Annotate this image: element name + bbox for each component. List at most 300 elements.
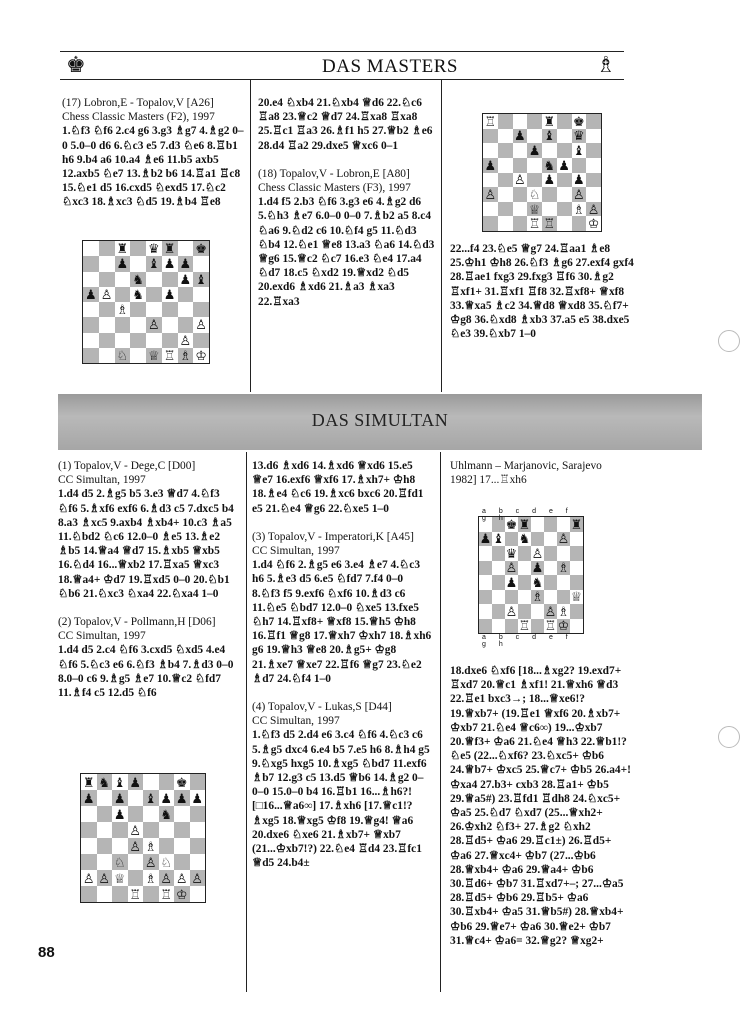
board-square: [527, 158, 542, 173]
board-square: [527, 129, 542, 144]
board-square: ♛: [505, 545, 518, 561]
board-square: ♖: [543, 216, 556, 232]
board-square: [483, 216, 498, 231]
board-square: [544, 575, 557, 590]
section-banner: [58, 394, 702, 450]
board-square: [492, 619, 505, 634]
board-square: ♗: [573, 201, 585, 217]
board-square: [99, 348, 115, 363]
board-square: ♜: [518, 516, 531, 532]
board-square: [513, 187, 528, 202]
board-square: ♙: [99, 287, 115, 302]
board-square: [518, 561, 531, 576]
board-square: [572, 158, 587, 173]
board-square: ♟: [129, 774, 142, 790]
board-square: ♔: [587, 216, 600, 232]
board-square: ♙: [484, 186, 497, 202]
board-square: ♕: [570, 589, 583, 605]
board-square: ♟: [113, 790, 126, 806]
board-square: ♗: [115, 302, 131, 317]
game-event: Chess Classic Masters (F3), 1997: [258, 182, 411, 195]
board-square: [162, 302, 178, 317]
game-moves: 18.dxe6 ♘xf6 [18...♗xg2? 19.exd7+ ♖xd7 20.♕c1 ♗xf1! 21.♕xh6 ♕d3 22.♖e1 bxc3→; 18...♕xe6!? 19.♕xb7+ (19.♖e1 ♕xf6 20.♗xb7+ ♔xb7 21.♘e4 ♕c6∞) 19...♔xb7 20.♕f3+ ♔a6 21.♘e4 ♕h3 22.♕b1!? ♘e5 (22...♘xf6? 23.♘xc5+ ♔b6 24.♕b7+ ♔xc5 25.♕c7+ ♔b5 26.a4+! ♔xa4 27.b3+ cxb3 28.♖a1+ ♔b5 29.♕a5#) 23.♖fd1 ♖dh8 24.♘xc5+ ♔a5 25.♘d7 ♘xd7 (25...♕xh2+ 26.♔xh2 ♘f3+ 27.♗g2 ♘xh2 28.♖d5+ ♔a6 29.♖c1±) 26.♖d5+ ♔a6 27.♕xc4+ ♔b7 (27...♔b6 28.♕xb4+ ♔a6 29.♕a4+ ♔b6 30.♖d6+ ♔b7 31.♖xd7+–; 27...♔a5 28.♖d5+ ♔b6 29.♖b5+ ♔a6 30.♖xb4+ ♔a5 31.♕b5#) 28.♕xb4+ ♔b6 29.♕e7+ ♔a6 30.♕e2+ ♔b7 31.♕c4+ ♔a6= 32.♕g2? ♕xg2+: [450, 665, 631, 947]
board-square: ♟: [178, 256, 194, 271]
board-square: ♗: [557, 603, 570, 619]
board-square: ♟: [82, 790, 95, 806]
board-square: [81, 886, 97, 902]
board-square: ♞: [531, 574, 544, 590]
board-square: [498, 202, 513, 217]
column-divider: [246, 452, 247, 992]
game-entry: [450, 242, 634, 341]
board-square: ♙: [98, 870, 111, 886]
column-3-bottom: [450, 664, 634, 962]
board-square: ♟: [479, 531, 492, 547]
board-square: ♙: [146, 317, 162, 332]
board-square: [544, 532, 557, 547]
board-square: [178, 317, 194, 332]
board-square: ♜: [115, 241, 131, 256]
board-square: [97, 806, 113, 822]
board-square: ♙: [160, 870, 173, 886]
board-square: [115, 333, 131, 348]
game-heading: (4) Topalov,V - Lukas,S [D44]: [252, 701, 392, 714]
board-square: ♜: [543, 113, 556, 129]
column-divider: [250, 80, 251, 392]
board-square: ♞: [130, 272, 146, 287]
board-square: ♗: [144, 870, 157, 886]
board-square: ♔: [557, 618, 570, 634]
board-square: [159, 774, 175, 790]
game-moves: 20.e4 ♘xb4 21.♘xb4 ♕d6 22.♘c6 ♖a8 23.♕c2 ♕d7 24.♖xa8 ♖xa8 25.♖c1 ♖a3 26.♗f1 h5 27.♕b2 ♗e6 28.d4 ♖a2 29.dxe5 ♕xc6 0–1: [258, 97, 433, 152]
board-square: [193, 256, 209, 271]
board-square: ♟: [573, 172, 585, 188]
board-square: [178, 302, 194, 317]
board-square: [557, 173, 572, 188]
board-square: [479, 590, 492, 605]
board-square: [570, 575, 583, 590]
board-square: [99, 256, 115, 271]
board-square: [159, 822, 175, 838]
scan-hole-mark: [718, 726, 740, 748]
board-square: [557, 575, 570, 590]
game-heading: (1) Topalov,V - Dege,C [D00]: [58, 460, 196, 472]
board-square: [81, 838, 97, 854]
board-square: ♙: [587, 201, 600, 217]
game-heading: (2) Topalov,V - Pollmann,H [D06]: [58, 616, 216, 629]
board-square: ♝: [144, 790, 157, 806]
game-moves: 1.d4 ♘f6 2.♗g5 e6 3.e4 ♗e7 4.♘c3 h6 5.♗e3 d5 6.e5 ♘fd7 7.f4 0–0 8.♘f3 f5 9.exf6 ♘xf6 10.♗d3 c6 11.♘e5 ♘bd7 12.0–0 ♘xe5 13.fxe5 ♘h7 14.♖xf8+ ♕xf8 15.♕h5 ♔h8 16.♖f1 ♕g8 17.♕xh7 ♔xh7 18.♗xh6 g6 19.♕h3 ♕e8 20.♗g5+ ♔g8 21.♗xe7 ♕xe7 22.♖f6 ♕g7 23.♘e2 ♗d7 24.♘f4 1–0: [252, 559, 432, 685]
board-square: ♙: [129, 822, 142, 838]
board-square: [513, 114, 528, 129]
board-square: [178, 241, 194, 256]
board-square: [557, 143, 572, 158]
game-moves: 1.♘f3 d5 2.d4 e6 3.c4 ♘f6 4.♘c3 c6 5.♗g5 dxc4 6.e4 b5 7.e5 h6 8.♗h4 g5 9.♘xg5 hxg5 10.♗xg5 ♘bd7 11.exf6 ♗b7 12.g3 c5 13.d5 ♕b6 14.♗g2 0–0–0 15.0–0 b4 16.♖b1 16...♗h6?! [□16...♕a6∞] 17.♗xh6 [17.♕c1!? ♗xg5 18.♕xg5 ♔f8 19.♕g4! ♕a6 20.dxe6 ♘xe6 21.♗xb7+ ♕xb7 (21...♔xb7!?) 22.♘e4 ♖d4 23.♖fc1 ♕d5 24.b4±: [252, 729, 430, 870]
board-square: ♙: [573, 186, 585, 202]
column-2-top: [258, 96, 438, 323]
board-square: [83, 333, 99, 348]
board-square: [174, 806, 190, 822]
board-square: [130, 317, 146, 332]
board-square: ♟: [531, 560, 544, 576]
board-square: ♙: [505, 603, 518, 619]
board-square: [112, 886, 128, 902]
board-square: ♝: [573, 143, 585, 159]
board-square: [143, 806, 159, 822]
header-top-rule: [60, 51, 624, 52]
board-square: ♚: [175, 774, 188, 790]
board-square: [99, 302, 115, 317]
board-square: ♖: [162, 348, 178, 363]
board-square: [498, 216, 513, 231]
board-square: [483, 143, 498, 158]
game-moves: 1.d4 d5 2.c4 ♘f6 3.cxd5 ♘xd5 4.e4 ♘f6 5.♘c3 e6 6.♘f3 ♗b4 7.♗d3 0–0 8.0–0 c6 9.♗g5 ♗e7 10.♕c2 ♘fd7 11.♗f4 c5 12.d5 ♘f6: [58, 644, 234, 700]
board-square: [570, 619, 583, 634]
board-square: ♙: [531, 545, 544, 561]
game-heading: (18) Topalov,V - Lobron,E [A80]: [258, 167, 410, 180]
board-square: [97, 790, 113, 806]
board-square: [130, 241, 146, 256]
board-square: [97, 854, 113, 870]
board-square: ♞: [518, 531, 531, 547]
game-entry: [62, 96, 244, 210]
board-square: [544, 561, 557, 576]
board-square: [586, 173, 601, 188]
king-icon: ♚: [66, 52, 86, 77]
board-square: ♟: [162, 287, 178, 302]
board-square: ♘: [528, 186, 541, 202]
board-square: [174, 822, 190, 838]
board-square: ♟: [162, 256, 178, 271]
board-square: ♙: [191, 870, 204, 886]
header-bottom-rule: [60, 79, 624, 80]
board-square: ♕: [528, 201, 541, 217]
board-square: [498, 143, 513, 158]
board-square: ♖: [528, 216, 541, 232]
board-square: ♟: [175, 790, 188, 806]
board-square: ♖: [484, 113, 497, 129]
board-square: [498, 187, 513, 202]
board-square: [513, 202, 528, 217]
board-square: [498, 129, 513, 144]
board-square: [557, 202, 572, 217]
column-divider: [441, 80, 442, 392]
page-number: 88: [38, 944, 55, 961]
board-square: [586, 187, 601, 202]
board-square: [81, 806, 97, 822]
board-square: [479, 575, 492, 590]
board-square: [146, 287, 162, 302]
chess-diagram: [80, 773, 206, 903]
board-square: ♕: [113, 870, 126, 886]
board-square: ♚: [505, 516, 518, 532]
board-square: [586, 129, 601, 144]
board-square: ♞: [160, 806, 173, 822]
board-square: [479, 546, 492, 561]
board-square: ♝: [193, 272, 209, 287]
game-entry: [252, 700, 434, 870]
board-square: [498, 173, 513, 188]
board-square: [483, 173, 498, 188]
board-square: ♟: [160, 790, 173, 806]
board-square: [557, 129, 572, 144]
game-entry: [258, 167, 438, 309]
board-square: [479, 561, 492, 576]
board-square: [99, 317, 115, 332]
board-square: ♟: [178, 272, 194, 287]
board-square: [193, 287, 209, 302]
board-square: [112, 822, 128, 838]
game-moves: 1.d4 d5 2.♗g5 b5 3.e3 ♕d7 4.♘f3 ♘f6 5.♗xf6 exf6 6.♗d3 c5 7.dxc5 b4 8.a3 ♗xc5 9.axb4 ♗xb4+ 10.c3 ♗a5 11.♘bd2 ♘c6 12.0–0 ♗e5 13.♗e2 ♗b5 14.♕a4 ♕d7 15.♗xb5 ♕xb5 16.♘d4 16...♕xb2 17.♖xa5 ♕xc3 18.♕a4+ ♔d7 19.♖xd5 0–0 20.♘b1 ♘b6 21.♘xc3 ♘xa4 22.♘xa4 1–0: [58, 488, 234, 600]
board-square: [527, 173, 542, 188]
board-square: ♗: [531, 589, 544, 605]
board-square: [586, 143, 601, 158]
file-labels-top: a b c d e f g h: [482, 508, 574, 522]
board-square: [542, 187, 557, 202]
board-square: [193, 302, 209, 317]
board-square: [174, 854, 190, 870]
board-square: [518, 546, 531, 561]
game-moves: 13.d6 ♗xd6 14.♗xd6 ♕xd6 15.e5 ♕e7 16.exf6 ♕xf6 17.♗xh7+ ♔h8 18.♗e4 ♘c6 19.♗xc6 bxc6 20.♖fd1 e5 21.♘e4 ♕g6 22.♘xe5 1–0: [252, 460, 424, 515]
board-square: [513, 216, 528, 231]
board-square: [570, 561, 583, 576]
board-square: [115, 317, 131, 332]
board-square: ♟: [484, 157, 497, 173]
board-square: ♝: [492, 531, 505, 547]
board-square: [83, 302, 99, 317]
column-divider: [440, 452, 441, 992]
board-square: [130, 256, 146, 271]
board-square: [128, 790, 144, 806]
board-square: [492, 575, 505, 590]
board-square: ♙: [129, 838, 142, 854]
chess-diagram: [482, 113, 602, 232]
column-3-top: [450, 242, 634, 355]
board-square: ♙: [505, 560, 518, 576]
board-square: ♗: [557, 560, 570, 576]
game-heading: (17) Lobron,E - Topalov,V [A26]: [62, 97, 214, 109]
board-square: ♟: [505, 574, 518, 590]
board-square: [483, 129, 498, 144]
game-event: CC Simultan, 1997: [58, 630, 146, 643]
game-entry: [58, 459, 240, 601]
board-square: ♘: [160, 854, 173, 870]
board-square: [572, 216, 587, 231]
board-square: ♜: [570, 516, 583, 532]
board-square: [492, 590, 505, 605]
board-square: [498, 158, 513, 173]
column-1-top: [62, 96, 244, 224]
board-square: [97, 822, 113, 838]
board-square: [99, 333, 115, 348]
game-moves: 22...f4 23.♘e5 ♕g7 24.♖aa1 ♗e8 25.♔h1 ♔h8 26.♘f3 ♗g6 27.exf4 gxf4 28.♖ae1 fxg3 29.fxg3 ♖f6 30.♗g2 ♖xf1+ 31.♖xf1 ♖f8 32.♖xf8+ ♕xf8 33.♕xa5 ♗c2 34.♕d8 ♕xd8 35.♘f7+ ♔g8 36.♘xd8 ♗xb3 37.a5 e5 38.dxe5 ♘e3 39.♘xb7 1–0: [450, 243, 634, 341]
board-square: [97, 886, 113, 902]
board-square: [143, 822, 159, 838]
board-square: [505, 619, 518, 634]
board-square: [544, 546, 557, 561]
game-event: Chess Classic Masters (F2), 1997: [62, 111, 215, 124]
board-square: [130, 348, 146, 363]
board-square: [542, 202, 557, 217]
column-2-bottom: [252, 459, 434, 884]
board-square: [518, 575, 531, 590]
game-heading: (3) Topalov,V - Imperatori,K [A45]: [252, 530, 414, 543]
board-square: [83, 317, 99, 332]
board-square: [498, 114, 513, 129]
board-square: ♟: [558, 157, 570, 173]
board-square: ♙: [82, 870, 95, 886]
board-square: ♔: [175, 886, 188, 902]
board-square: [527, 114, 542, 129]
board-square: [112, 838, 128, 854]
board-square: ♝: [146, 256, 162, 271]
board-square: [492, 561, 505, 576]
board-square: ♘: [113, 854, 126, 870]
board-square: [492, 546, 505, 561]
board-square: ♟: [514, 128, 526, 144]
board-square: ♕: [146, 348, 162, 363]
board-square: [162, 272, 178, 287]
board-square: [178, 287, 194, 302]
board-square: [570, 546, 583, 561]
board-square: ♛: [573, 128, 585, 144]
board-square: [174, 838, 190, 854]
board-square: [146, 302, 162, 317]
board-square: ♜: [82, 774, 95, 790]
board-square: [159, 838, 175, 854]
game-heading: Uhlmann – Marjanovic, Sarajevo 1982] 17...♖xh6: [450, 460, 602, 487]
board-square: ♙: [175, 870, 188, 886]
board-square: ♞: [98, 774, 111, 790]
board-square: [99, 272, 115, 287]
board-square: ♙: [544, 603, 557, 619]
board-square: ♝: [113, 774, 126, 790]
board-square: [128, 854, 144, 870]
file-labels-bottom: a b c d e f g h: [482, 634, 574, 648]
board-square: [83, 241, 99, 256]
board-square: [190, 806, 206, 822]
board-square: [542, 143, 557, 158]
board-square: ♘: [115, 348, 131, 363]
board-square: [479, 619, 492, 634]
board-square: [83, 256, 99, 271]
board-square: ♚: [573, 113, 585, 129]
board-square: [513, 158, 528, 173]
column-1-bottom: [58, 459, 240, 714]
game-moves: 1.d4 f5 2.b3 ♘f6 3.g3 e6 4.♗g2 d6 5.♘h3 ♗e7 6.0–0 0–0 7.♗b2 a5 8.c4 ♘a6 9.♘d2 c6 10.♘f4 g5 11.♘d3 ♘b4 12.♘e1 ♕e8 13.a3 ♘a6 14.♘d3 ♕g6 15.♕c2 ♘c7 16.e3 ♘e4 17.a4 ♘d7 18.c5 ♘xd2 19.♕xd2 ♘d5 20.exd6 ♗xd6 21.♗a3 ♗xa3 22.♖xa3: [258, 196, 435, 308]
board-square: ♚: [193, 241, 209, 256]
board-square: [146, 333, 162, 348]
board-square: ♙: [193, 317, 209, 332]
board-square: [544, 590, 557, 605]
board-square: [190, 854, 206, 870]
board-square: ♙: [514, 172, 526, 188]
board-square: ♖: [544, 618, 557, 634]
board-square: ♖: [518, 618, 531, 634]
board-square: [83, 348, 99, 363]
board-square: [492, 604, 505, 619]
board-square: [190, 838, 206, 854]
board-square: ♟: [115, 256, 131, 271]
game-entry: [58, 615, 240, 700]
board-square: [570, 604, 583, 619]
board-square: [190, 822, 206, 838]
board-square: ♝: [543, 128, 556, 144]
board-square: [557, 590, 570, 605]
game-entry: [450, 664, 634, 948]
board-square: [193, 333, 209, 348]
game-entry: [258, 96, 438, 153]
board-square: ♟: [528, 143, 541, 159]
board-square: [518, 604, 531, 619]
board-square: [531, 604, 544, 619]
board-square: [483, 202, 498, 217]
board-square: [557, 187, 572, 202]
board-square: [143, 774, 159, 790]
board-square: [162, 333, 178, 348]
board-square: ♜: [162, 241, 178, 256]
board-square: [557, 546, 570, 561]
board-square: ♖: [129, 886, 142, 902]
bishop-icon: ♗: [596, 52, 616, 77]
game-entry: [252, 459, 434, 516]
board-square: ♖: [160, 886, 173, 902]
board-square: ♔: [193, 348, 209, 363]
board-square: [557, 114, 572, 129]
board-square: [99, 241, 115, 256]
chess-diagram: [82, 240, 210, 364]
board-square: ♟: [543, 172, 556, 188]
board-square: [115, 287, 131, 302]
board-square: [479, 604, 492, 619]
column-3-heading: [450, 459, 630, 487]
board-square: [97, 838, 113, 854]
game-event: CC Simultan, 1997: [252, 545, 340, 558]
board-square: ♙: [178, 333, 194, 348]
board-square: ♞: [543, 157, 556, 173]
board-square: [505, 532, 518, 547]
board-square: [130, 302, 146, 317]
board-square: [190, 886, 206, 902]
board-square: [190, 774, 206, 790]
game-entry: [252, 530, 434, 686]
board-square: ♙: [144, 854, 157, 870]
board-square: [115, 272, 131, 287]
board-square: ♟: [191, 790, 204, 806]
board-square: [513, 143, 528, 158]
scan-hole-mark: [718, 330, 740, 352]
board-square: [81, 854, 97, 870]
board-square: ♛: [146, 241, 162, 256]
board-square: ♞: [130, 287, 146, 302]
game-event: CC Simultan, 1997: [252, 715, 340, 728]
board-square: ♟: [83, 287, 99, 302]
board-square: [162, 317, 178, 332]
page-title: DAS MASTERS: [322, 56, 458, 77]
chess-diagram-labeled: [478, 516, 584, 634]
board-square: [531, 532, 544, 547]
board-square: ♗: [178, 348, 194, 363]
game-moves: 1.♘f3 ♘f6 2.c4 g6 3.g3 ♗g7 4.♗g2 0–0 5.0–0 d6 6.♘c3 e5 7.d3 ♘e6 8.♖b1 h6 9.b4 a6 10.a4 ♗e6 11.b5 axb5 12.axb5 ♘e7 13.♗b2 b6 14.♖a1 ♖c8 15.♘e1 d5 16.cxd5 ♘exd5 17.♘c2 ♘xc3 18.♗xc3 ♘d5 19.♗b4 ♖e8: [62, 125, 244, 209]
board-square: [81, 822, 97, 838]
section-title: DAS SIMULTAN: [311, 410, 449, 430]
board-square: [586, 158, 601, 173]
board-square: [128, 870, 144, 886]
board-square: [130, 333, 146, 348]
game-event: CC Simultan, 1997: [58, 474, 146, 487]
board-square: [128, 806, 144, 822]
board-square: [586, 114, 601, 129]
